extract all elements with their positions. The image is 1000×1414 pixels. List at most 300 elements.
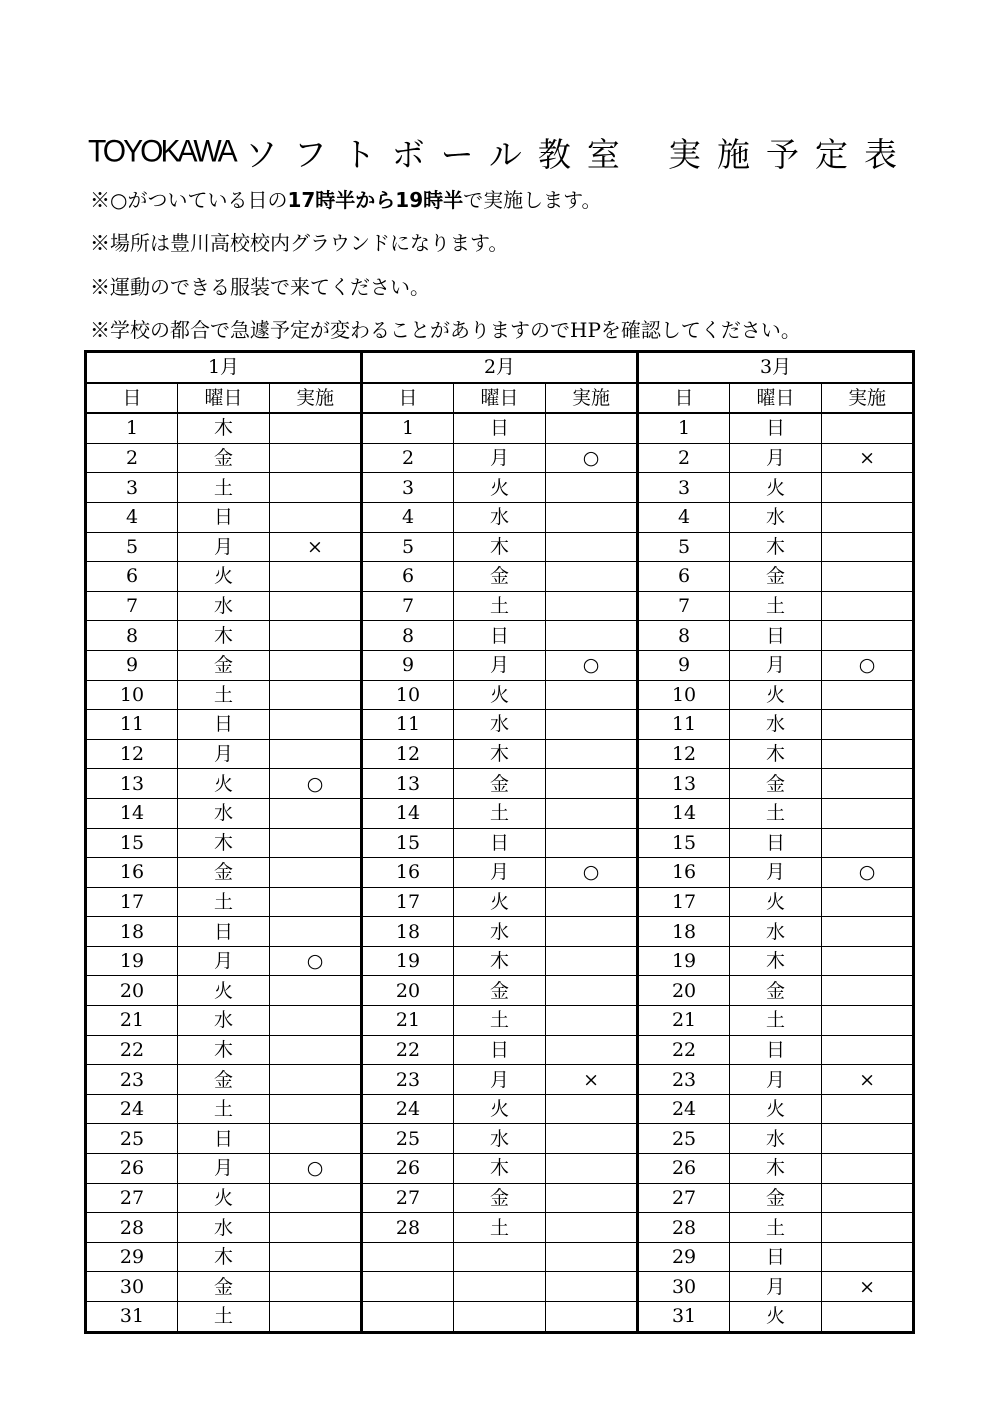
weekday: 水	[454, 1124, 546, 1154]
table-row	[86, 1302, 914, 1333]
weekday: 木	[178, 1035, 270, 1065]
weekday: 火	[178, 562, 270, 592]
status-mark	[546, 769, 638, 799]
day-number: 9	[86, 650, 178, 680]
day-number: 24	[638, 1094, 730, 1124]
day-number: 25	[638, 1124, 730, 1154]
status-mark	[270, 1094, 362, 1124]
day-number: 19	[638, 946, 730, 976]
status-mark: ×	[270, 532, 362, 562]
day-number: 12	[86, 739, 178, 769]
day-number: 21	[638, 1006, 730, 1036]
day-number: 20	[86, 976, 178, 1006]
weekday: 火	[454, 473, 546, 503]
weekday: 火	[178, 976, 270, 1006]
weekday: 火	[730, 887, 822, 917]
weekday: 水	[730, 710, 822, 740]
day-number: 31	[638, 1302, 730, 1333]
note-clothing: ※運動のできる服装で来てください。	[90, 275, 430, 299]
day-number: 3	[638, 473, 730, 503]
day-number: 26	[362, 1154, 454, 1184]
weekday: 火	[730, 680, 822, 710]
day-number: 24	[86, 1094, 178, 1124]
day-number: 1	[86, 413, 178, 443]
status-mark: ○	[546, 650, 638, 680]
weekday: 木	[178, 413, 270, 443]
day-number: 9	[638, 650, 730, 680]
weekday: 月	[178, 532, 270, 562]
day-number: 9	[362, 650, 454, 680]
day-number: 4	[362, 502, 454, 532]
status-mark: ○	[546, 443, 638, 473]
day-number: 23	[86, 1065, 178, 1095]
weekday: 木	[730, 739, 822, 769]
status-mark	[546, 976, 638, 1006]
day-number: 30	[86, 1272, 178, 1302]
title-main: ソフトボール教室	[244, 134, 636, 174]
day-number: 5	[362, 532, 454, 562]
day-number: 1	[362, 413, 454, 443]
status-mark	[270, 917, 362, 947]
status-mark	[822, 976, 914, 1006]
weekday: 日	[730, 1242, 822, 1272]
weekday: 火	[454, 887, 546, 917]
weekday-column-header: 曜日	[454, 383, 546, 414]
status-mark	[270, 739, 362, 769]
status-mark	[546, 917, 638, 947]
day-number: 7	[638, 591, 730, 621]
status-mark	[822, 828, 914, 858]
table-row	[86, 1213, 914, 1243]
status-mark	[822, 710, 914, 740]
weekday: 水	[178, 591, 270, 621]
weekday: 月	[178, 1154, 270, 1184]
day-number: 2	[362, 443, 454, 473]
table-row	[86, 1006, 914, 1036]
day-number: 16	[638, 858, 730, 888]
status-mark	[822, 739, 914, 769]
status-mark	[822, 1213, 914, 1243]
day-number: 13	[86, 769, 178, 799]
status-mark	[270, 1213, 362, 1243]
table-row	[86, 1124, 914, 1154]
day-number: 26	[638, 1154, 730, 1184]
day-number: 4	[86, 502, 178, 532]
table-row	[86, 1094, 914, 1124]
status-mark	[546, 591, 638, 621]
status-mark	[270, 1242, 362, 1272]
status-mark	[270, 828, 362, 858]
weekday: 月	[454, 650, 546, 680]
day-number: 28	[638, 1213, 730, 1243]
day-number: 20	[362, 976, 454, 1006]
day-number: 10	[362, 680, 454, 710]
weekday: 土	[178, 473, 270, 503]
weekday	[454, 1302, 546, 1333]
status-mark: ○	[546, 858, 638, 888]
status-mark	[822, 1006, 914, 1036]
status-mark	[822, 502, 914, 532]
day-number: 6	[638, 562, 730, 592]
weekday: 月	[730, 443, 822, 473]
status-mark	[270, 502, 362, 532]
weekday: 水	[178, 1006, 270, 1036]
day-number: 2	[86, 443, 178, 473]
weekday: 土	[730, 591, 822, 621]
weekday: 水	[730, 1124, 822, 1154]
status-mark	[822, 413, 914, 443]
day-number: 13	[638, 769, 730, 799]
day-number: 15	[362, 828, 454, 858]
day-number: 19	[86, 946, 178, 976]
day-number: 23	[362, 1065, 454, 1095]
day-number: 18	[86, 917, 178, 947]
status-mark	[270, 1035, 362, 1065]
day-number: 14	[638, 798, 730, 828]
status-mark	[546, 621, 638, 651]
table-row	[86, 917, 914, 947]
table-row	[86, 946, 914, 976]
day-number: 27	[86, 1183, 178, 1213]
day-number: 10	[638, 680, 730, 710]
weekday: 月	[730, 650, 822, 680]
weekday: 土	[454, 1213, 546, 1243]
weekday: 木	[454, 946, 546, 976]
note-schedule-change: ※学校の都合で急遽予定が変わることがありますのでHPを確認してください。	[90, 318, 801, 342]
weekday: 木	[178, 621, 270, 651]
day-number: 12	[638, 739, 730, 769]
status-mark: ○	[822, 858, 914, 888]
weekday: 水	[178, 1213, 270, 1243]
status-mark	[270, 650, 362, 680]
weekday: 木	[454, 739, 546, 769]
table-row	[86, 502, 914, 532]
status-mark	[822, 1035, 914, 1065]
weekday: 木	[178, 828, 270, 858]
weekday-column-header: 曜日	[178, 383, 270, 414]
status-mark	[546, 798, 638, 828]
status-mark	[270, 562, 362, 592]
weekday: 金	[178, 443, 270, 473]
status-mark	[270, 798, 362, 828]
weekday: 火	[454, 1094, 546, 1124]
month-header-row	[86, 352, 914, 383]
weekday: 火	[178, 769, 270, 799]
status-mark: ○	[822, 650, 914, 680]
note-time-suffix: で実施します。	[463, 188, 602, 212]
weekday: 日	[454, 828, 546, 858]
weekday: 土	[730, 1006, 822, 1036]
status-mark	[546, 946, 638, 976]
weekday: 土	[454, 1006, 546, 1036]
weekday: 火	[454, 680, 546, 710]
table-row	[86, 680, 914, 710]
weekday: 日	[454, 413, 546, 443]
month-header: 1月	[86, 352, 362, 383]
table-row	[86, 858, 914, 888]
status-mark	[546, 1006, 638, 1036]
status-mark	[546, 887, 638, 917]
table-row	[86, 413, 914, 443]
day-number: 30	[638, 1272, 730, 1302]
day-number: 19	[362, 946, 454, 976]
status-mark	[270, 443, 362, 473]
status-mark	[546, 710, 638, 740]
day-number: 3	[362, 473, 454, 503]
day-number: 5	[86, 532, 178, 562]
status-mark	[822, 1242, 914, 1272]
weekday: 土	[178, 1302, 270, 1333]
weekday: 月	[178, 739, 270, 769]
day-number: 11	[86, 710, 178, 740]
weekday: 金	[178, 650, 270, 680]
weekday: 火	[730, 473, 822, 503]
weekday	[454, 1242, 546, 1272]
weekday: 土	[178, 680, 270, 710]
weekday: 木	[730, 1154, 822, 1184]
status-mark	[822, 591, 914, 621]
weekday: 火	[730, 1302, 822, 1333]
day-number: 25	[86, 1124, 178, 1154]
status-mark	[546, 1183, 638, 1213]
weekday: 木	[730, 946, 822, 976]
status-mark	[822, 1124, 914, 1154]
table-row	[86, 562, 914, 592]
status-mark	[546, 532, 638, 562]
weekday: 水	[454, 710, 546, 740]
day-number: 29	[638, 1242, 730, 1272]
table-row	[86, 976, 914, 1006]
weekday	[454, 1272, 546, 1302]
status-mark	[546, 502, 638, 532]
status-mark	[822, 769, 914, 799]
day-number: 7	[86, 591, 178, 621]
status-mark	[546, 1035, 638, 1065]
table-row	[86, 532, 914, 562]
day-number: 7	[362, 591, 454, 621]
status-mark	[270, 1124, 362, 1154]
weekday: 木	[454, 1154, 546, 1184]
title-brand: TOYOKAWA	[88, 134, 235, 169]
status-mark	[270, 976, 362, 1006]
day-number: 14	[362, 798, 454, 828]
table-row	[86, 1183, 914, 1213]
status-mark	[822, 798, 914, 828]
day-number: 8	[638, 621, 730, 651]
day-number: 2	[638, 443, 730, 473]
table-row	[86, 1035, 914, 1065]
day-number: 11	[362, 710, 454, 740]
table-row	[86, 1154, 914, 1184]
table-row	[86, 828, 914, 858]
day-number: 15	[86, 828, 178, 858]
weekday: 金	[454, 769, 546, 799]
status-mark: ○	[270, 946, 362, 976]
day-number: 22	[86, 1035, 178, 1065]
weekday: 月	[730, 1272, 822, 1302]
status-mark: ○	[270, 1154, 362, 1184]
day-number: 23	[638, 1065, 730, 1095]
weekday: 日	[730, 1035, 822, 1065]
day-number: 27	[362, 1183, 454, 1213]
status-mark	[546, 1213, 638, 1243]
table-row	[86, 769, 914, 799]
weekday: 水	[178, 798, 270, 828]
weekday: 土	[178, 887, 270, 917]
status-mark	[546, 413, 638, 443]
column-header-row	[86, 383, 914, 414]
weekday: 金	[730, 976, 822, 1006]
weekday: 水	[454, 502, 546, 532]
status-mark	[822, 917, 914, 947]
weekday: 日	[730, 828, 822, 858]
day-number	[362, 1302, 454, 1333]
day-number: 22	[362, 1035, 454, 1065]
month-header: 2月	[362, 352, 638, 383]
status-mark	[822, 1302, 914, 1333]
day-number: 10	[86, 680, 178, 710]
table-row	[86, 1242, 914, 1272]
weekday: 土	[730, 798, 822, 828]
status-mark	[822, 562, 914, 592]
status-mark	[546, 739, 638, 769]
day-number: 17	[86, 887, 178, 917]
weekday-column-header: 曜日	[730, 383, 822, 414]
status-mark	[270, 473, 362, 503]
weekday: 月	[730, 1065, 822, 1095]
status-mark	[270, 1006, 362, 1036]
status-mark: ○	[270, 769, 362, 799]
day-number: 21	[86, 1006, 178, 1036]
weekday: 日	[178, 710, 270, 740]
status-mark	[546, 1272, 638, 1302]
day-number: 1	[638, 413, 730, 443]
table-row	[86, 710, 914, 740]
status-mark	[546, 562, 638, 592]
status-mark	[822, 1183, 914, 1213]
weekday: 金	[454, 1183, 546, 1213]
day-number: 28	[86, 1213, 178, 1243]
status-mark	[270, 680, 362, 710]
status-mark	[270, 1183, 362, 1213]
table-row	[86, 1272, 914, 1302]
day-number: 27	[638, 1183, 730, 1213]
status-mark	[822, 680, 914, 710]
weekday: 木	[730, 532, 822, 562]
status-mark	[270, 621, 362, 651]
status-mark	[270, 413, 362, 443]
weekday: 金	[730, 1183, 822, 1213]
status-mark	[546, 473, 638, 503]
status-mark	[546, 1302, 638, 1333]
status-mark	[270, 1272, 362, 1302]
status-mark	[822, 887, 914, 917]
weekday: 日	[454, 621, 546, 651]
status-mark: ×	[546, 1065, 638, 1095]
day-number: 3	[86, 473, 178, 503]
status-mark: ×	[822, 443, 914, 473]
status-mark	[822, 621, 914, 651]
day-number: 17	[638, 887, 730, 917]
weekday: 日	[178, 917, 270, 947]
weekday: 月	[454, 1065, 546, 1095]
weekday: 日	[178, 1124, 270, 1154]
day-number: 20	[638, 976, 730, 1006]
weekday: 月	[454, 858, 546, 888]
weekday: 金	[454, 562, 546, 592]
day-number: 8	[362, 621, 454, 651]
status-mark	[822, 1154, 914, 1184]
table-row	[86, 798, 914, 828]
day-number: 22	[638, 1035, 730, 1065]
weekday: 月	[178, 946, 270, 976]
table-row	[86, 443, 914, 473]
weekday: 金	[730, 769, 822, 799]
status-mark	[270, 887, 362, 917]
status-mark	[822, 1094, 914, 1124]
day-number	[362, 1242, 454, 1272]
weekday: 火	[730, 1094, 822, 1124]
day-number: 16	[86, 858, 178, 888]
status-mark	[270, 1065, 362, 1095]
note-location: ※場所は豊川高校校内グラウンドになります。	[90, 231, 509, 255]
weekday: 土	[454, 591, 546, 621]
table-row	[86, 591, 914, 621]
status-mark: ×	[822, 1065, 914, 1095]
day-number: 18	[638, 917, 730, 947]
day-number: 26	[86, 1154, 178, 1184]
note-time	[90, 186, 602, 214]
status-mark	[270, 1302, 362, 1333]
status-mark	[822, 473, 914, 503]
weekday: 金	[178, 1272, 270, 1302]
day-column-header: 日	[86, 383, 178, 414]
weekday: 木	[178, 1242, 270, 1272]
day-number: 16	[362, 858, 454, 888]
day-column-header: 日	[362, 383, 454, 414]
day-number: 15	[638, 828, 730, 858]
weekday: 水	[730, 502, 822, 532]
status-column-header: 実施	[546, 383, 638, 414]
day-number: 18	[362, 917, 454, 947]
day-number: 24	[362, 1094, 454, 1124]
day-number: 4	[638, 502, 730, 532]
weekday: 日	[178, 502, 270, 532]
status-mark	[270, 858, 362, 888]
status-mark	[270, 591, 362, 621]
table-row	[86, 621, 914, 651]
status-column-header: 実施	[822, 383, 914, 414]
weekday: 金	[178, 858, 270, 888]
day-number: 6	[362, 562, 454, 592]
day-number: 11	[638, 710, 730, 740]
status-mark	[270, 710, 362, 740]
page-title	[88, 128, 928, 176]
status-mark	[546, 828, 638, 858]
day-number: 6	[86, 562, 178, 592]
status-mark	[822, 946, 914, 976]
status-mark	[546, 1154, 638, 1184]
table-row	[86, 1065, 914, 1095]
day-column-header: 日	[638, 383, 730, 414]
day-number: 14	[86, 798, 178, 828]
note-time-prefix: ※○がついている日の	[90, 188, 288, 212]
day-number: 5	[638, 532, 730, 562]
weekday: 土	[454, 798, 546, 828]
status-mark	[546, 1094, 638, 1124]
weekday: 日	[730, 621, 822, 651]
weekday: 日	[454, 1035, 546, 1065]
